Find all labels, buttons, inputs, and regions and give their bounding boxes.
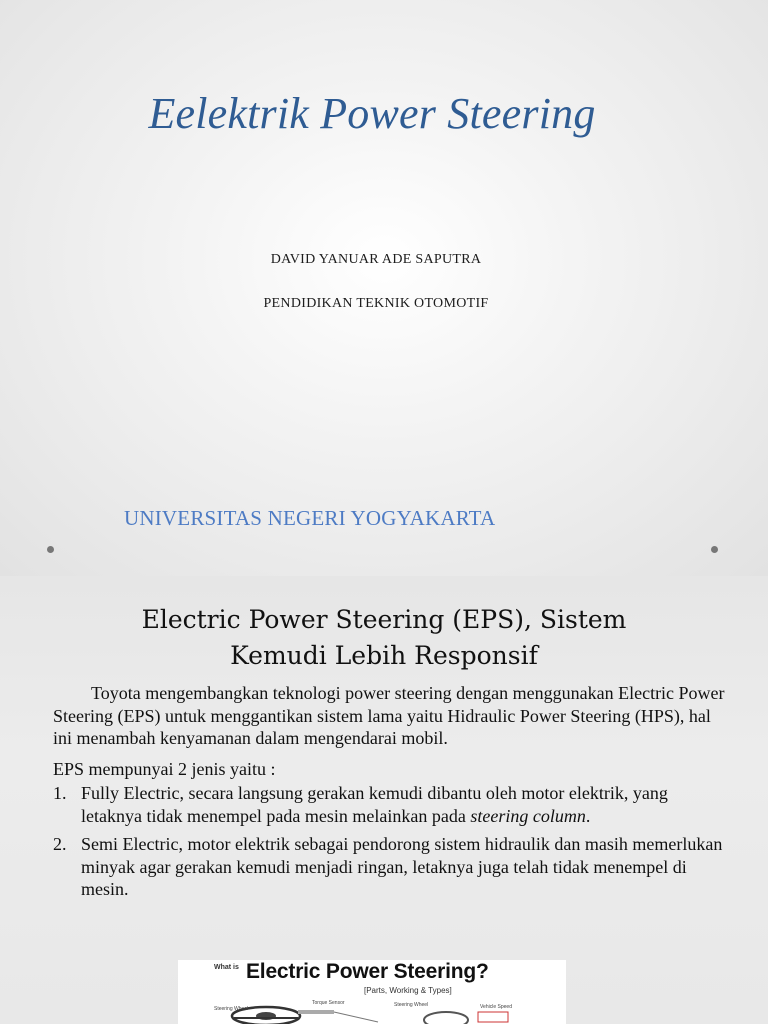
figure-subtitle: [Parts, Working & Types] [364, 986, 452, 995]
list-item-number: 1. [53, 783, 67, 803]
list-item-emphasis: steering column [470, 805, 586, 826]
list-item-text: Semi Electric, motor elektrik sebagai pendorong sistem hidraulik dan masih memerlukan minyak agar gerakan kemudi menjadi ringan, letaknya juga telah tidak menempel di mesin. [81, 834, 723, 899]
list-item [53, 833, 733, 901]
eps-diagram-image [178, 960, 566, 1024]
slide-body [53, 682, 733, 907]
content-slide [0, 576, 768, 1024]
figure-label: Steering Wheel [394, 1002, 429, 1008]
figure-title: Electric Power Steering? [246, 960, 489, 983]
steering-wheel-2-icon [424, 1012, 468, 1024]
steering-shaft [298, 1010, 334, 1014]
list-item [53, 782, 733, 827]
heading-line-1: Electric Power Steering (EPS), Sistem [141, 605, 627, 634]
slide-title: Eelektrik Power Steering [148, 89, 596, 138]
figure-label: Steering Wheel [214, 1006, 249, 1012]
previous-slide-dot-icon[interactable] [47, 546, 54, 553]
slide-heading [0, 602, 768, 674]
torque-pointer [334, 1012, 378, 1022]
types-intro: EPS mempunyai 2 jenis yaitu : [53, 758, 276, 779]
figure-label: Vehicle Speed [480, 1004, 512, 1010]
intro-paragraph: Toyota mengembangkan teknologi power steering dengan menggunakan Electric Power Steering (EPS) untuk menggantikan sistem lama yaitu Hidraulic Power Steering (HPS), hal ini menambah kenyamanan dalam mengendarai mobil. [53, 683, 725, 748]
heading-line-2: Kemudi Lebih Responsif [230, 641, 538, 670]
university-name: UNIVERSITAS NEGERI YOGYAKARTA [124, 506, 496, 530]
next-slide-dot-icon[interactable] [711, 546, 718, 553]
figure-label: Torque Sensor [312, 1000, 345, 1006]
vehicle-speed-box [478, 1012, 508, 1022]
author-name: DAVID YANUAR ADE SAPUTRA [270, 252, 482, 267]
figure-small-label: What is [214, 964, 239, 971]
list-item-number: 2. [53, 834, 67, 854]
list-item-text: Fully Electric, secara langsung gerakan kemudi dibantu oleh motor elektrik, yang letaknya tidak menempel pada mesin melainkan pada [81, 783, 668, 826]
department-name: PENDIDIKAN TEKNIK OTOMOTIF [263, 296, 489, 311]
list-item-suffix: . [585, 805, 591, 826]
